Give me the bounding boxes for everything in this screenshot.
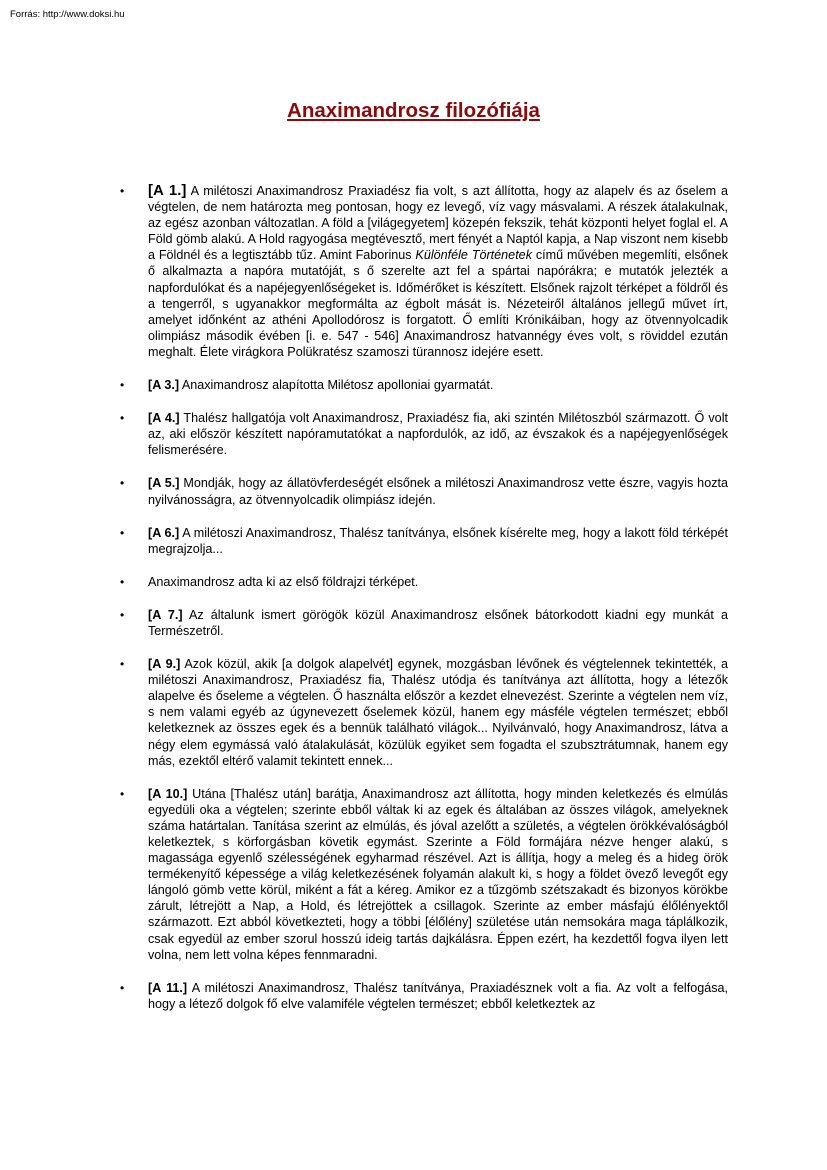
list-item [120,377,728,393]
list-item [120,607,728,639]
fragment-text: Anaximandrosz alapította Milétosz apolloniai gyarmatát. [179,378,494,393]
fragment-text: A milétoszi Anaximandrosz, Thalész tanítványa, elsőnek kísérelte meg, hogy a lakott föld térképét megrajzolja... [148,525,728,556]
bullet-icon: • [120,574,125,589]
fragment-ref: [A 1.] [148,182,187,199]
fragment-ref: [A 10.] [148,786,188,801]
fragment-ref: [A 11.] [148,980,188,995]
list-item [120,525,728,557]
fragment-list [120,183,728,1029]
fragment-ref: [A 7.] [148,607,183,622]
list-item [120,574,728,590]
bullet-icon: • [120,476,125,491]
bullet-icon: • [120,184,125,198]
list-item [120,786,728,963]
list-item [120,183,728,360]
fragment-text: Azok közül, akik [a dolgok alapelvét] egynek, mozgásban lévőnek és végtelennek tekintették, a milétoszi Anaximandrosz, Praxiadész fia, Thalész utódja és tanítványa azt állította, hogy a létezők alapelve és őseleme a végtelen. Ő használta először a kezdet elnevezést. Szerinte a végtelen nem víz, s nem valami egyéb az úgynevezett őselemek közül, hanem egy másféle végtelen természet; ebből keletkeznek az összes egek és a bennük található világok... Nyilvánvaló, hogy Anaximandrosz, látva a négy elem egymássá való átalakulását, közülük egyiket sem fogadta el szubsztrátumnak, hanem egy más, ezektől eltérő valamit tekintett ennek... [148,657,728,768]
fragment-text: Mondják, hogy az állatövferdeségét elsőnek a milétoszi Anaximandrosz vette észre, vagyis hozta nyilvánosságra, az ötvennyolcadik olimpiász idején. [148,476,728,507]
page-title: Anaximandrosz filozófiája [287,99,540,122]
fragment-ref: [A 9.] [148,657,181,672]
bullet-icon: • [120,786,125,801]
fragment-text: A milétoszi Anaximandrosz, Thalész tanítványa, Praxiadésznek volt a fia. Az volt a felfogása, hogy a létező dolgok fő elve valamiféle végtelen természet; ebből keletkeztek az [148,980,729,1011]
fragment-text: Anaximandrosz adta ki az első földrajzi térképet. [148,574,419,589]
book-title: Különféle Történetek [415,248,532,263]
fragment-ref: [A 4.] [148,411,180,426]
fragment-text-cont: című művében megemlíti, elsőnek ő alkalmazta a napóra mutatóját, s ő szerelte azt fel a spártai napórákra; e mutatók jelezték a napfordulókat és a napéjegyenlőségeket is. Időmérőket is készített. Elsőnek rajzolt térképet a földről és a tengerről, s ugyanakkor megformálta az égbolt mását is. Nézeteiről általános jellegű művet írt, amelyet időnként az athéni Apollodórosz is forgatott. Ő említi Krónikáiban, hogy az ötvennyolcadik olimpiász második évében [i. e. 547 - 546] Anaximandrosz hatvannégy éves volt, s röviddel ezután meghalt. Élete virágkora Polükratész szamoszi türannosz idejére esett. [148,248,728,359]
bullet-icon: • [120,525,125,540]
list-item [120,475,728,507]
list-item [120,656,728,769]
fragment-ref: [A 3.] [148,378,180,393]
fragment-ref: [A 5.] [148,476,180,491]
bullet-icon: • [120,378,125,393]
list-item [120,410,728,458]
bullet-icon: • [120,607,125,622]
bullet-icon: • [120,657,125,672]
bullet-icon: • [120,980,125,995]
source-line: Forrás: http://www.doksi.hu [10,9,125,20]
fragment-text: Utána [Thalész után] barátja, Anaximandrosz azt állította, hogy minden keletkezés és elmúlás egyedüli oka a végtelen; szerinte ebből váltak ki az egek és általában az összes világok, amelyeknek száma határtalan. Tanítása szerint az elmúlás, és jóval azelőtt a születés, a végtelen örökkévalóságból keletkeztek, s körforgásban követik egymást. Szerinte a Föld formájára nézve henger alakú, s magassága egyenlő szélességének egyharmad részével. Azt is állítja, hogy a meleg és a hideg örök termékenyítő képessége a világ keletkezésének folyamán alakult ki, s hogy a földet övező levegőt egy lángoló gömb vette körül, miként a fát a kéreg. Amikor ez a tűzgömb szétszakadt és bizonyos körökbe zárult, létrejött a Nap, a Hold, és létrejöttek a csillagok. Szerinte az ember másfajú élőlényektől származott. Ezt abból következteti, hogy a többi [élőlény] születése után nemsokára maga táplálkozik, csak egyedül az ember szorul hosszú ideig tartás dajkálásra. Éppen ezért, ha kezdettől fogva ilyen lett volna, nem lett volna képes fennmaradni. [148,786,728,962]
fragment-text: Az általunk ismert görögök közül Anaximandrosz elsőnek bátorkodott kiadni egy munkát a Természetről. [148,607,728,638]
fragment-ref: [A 6.] [148,525,180,540]
fragment-text: Thalész hallgatója volt Anaximandrosz, Praxiadész fia, aki szintén Milétoszból származott. Ő volt az, aki először készített napóramutatókat a napfordulók, az idő, az évszakok és a napéjegyenlőségek felismerésére. [148,411,728,458]
fragment-text: A milétoszi Anaximandrosz Praxiadész fia volt, s azt állította, hogy az alapelv és az őselem a végtelen, de nem határozta meg pontosan, hogy ez levegő, víz vagy másvalami. A részek átalakulnak, az egész azonban változatlan. A föld a [világegyetem] közepén fekszik, tehát központi helyet foglal el. A Föld gömb alakú. A Hold ragyogása megtévesztő, mert fényét a Naptól kapja, a Nap viszont nem kisebb a Földnél és a legtisztább tűz. Amint Faborinus [148,184,729,263]
bullet-icon: • [120,411,125,426]
list-item [120,980,728,1012]
